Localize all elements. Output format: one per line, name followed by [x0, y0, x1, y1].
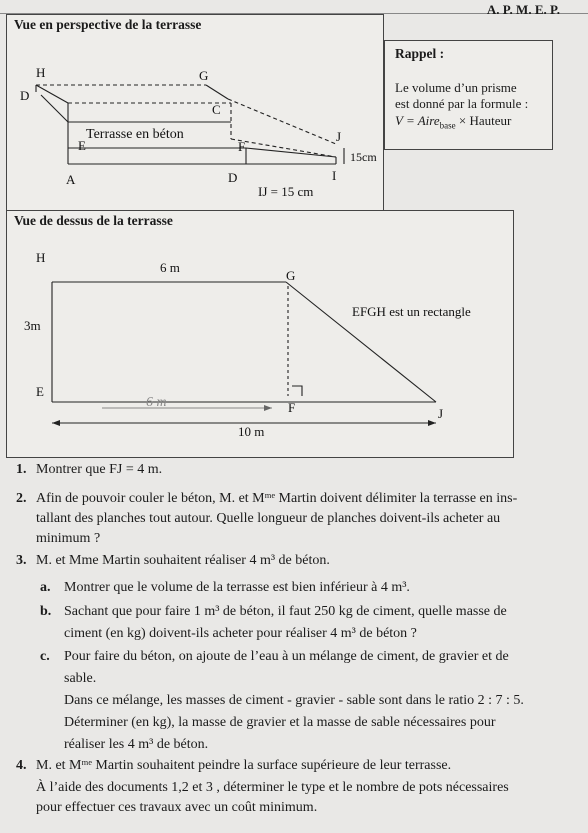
perspective-diagram: [6, 14, 384, 220]
label-e: E: [78, 138, 86, 153]
question-text-line: réaliser les 4 m³ de béton.: [64, 737, 209, 752]
question-number: a.: [40, 580, 51, 595]
question-text-line: Dans ce mélange, les masses de ciment - gravier - sable sont dans le ratio 2 : 7 : 5.: [64, 693, 524, 708]
terrace-label: Terrasse en béton: [86, 127, 184, 142]
label-f: F: [238, 139, 246, 154]
question-text-line: tallant des planches tout autour. Quelle longueur de planches doivent-ils acheter au: [36, 511, 501, 526]
question-text-line: À l’aide des documents 1,2 et 3 , déterminer le type et le nombre de pots nécessaires: [36, 780, 509, 795]
top-label-j: J: [438, 406, 444, 421]
question-number: 1.: [16, 462, 27, 477]
question-text-line: Pour faire du béton, on ajoute de l’eau à un mélange de ciment, de gravier et de: [64, 649, 509, 664]
formula-v: V = Aire: [395, 113, 440, 128]
formula-sub: base: [439, 120, 456, 131]
rappel-line-2: est donné par la formule :: [395, 96, 529, 111]
top-note: EFGH est un rectangle: [352, 304, 471, 319]
question-number: c.: [40, 649, 50, 664]
question-text-line: pour effectuer ces travaux avec un coût minimum.: [36, 800, 318, 815]
question-number: 4.: [16, 758, 27, 773]
top-dim-10m: 10 m: [238, 424, 265, 439]
label-a: A: [66, 172, 76, 187]
perspective-title: Vue en perspective de la terrasse: [14, 17, 202, 32]
top-label-f: F: [288, 400, 296, 415]
ij-label: IJ = 15 cm: [258, 184, 314, 199]
question-text-line: sable.: [64, 671, 97, 686]
top-dim-6m: 6 m: [160, 260, 180, 275]
rappel-line-1: Le volume d’un prisme: [395, 80, 517, 95]
top-label-g: G: [286, 268, 296, 283]
question-text-line: minimum ?: [36, 531, 101, 546]
label-d-bottom: D: [228, 170, 238, 185]
top-view-diagram: [6, 210, 514, 458]
height-label: 15cm: [350, 150, 377, 164]
question-text-line: Afin de pouvoir couler le béton, M. et Mᵐᵉ Martin doivent délimiter la terrasse en ins-: [36, 491, 518, 506]
formula-rest: × Hauteur: [455, 113, 512, 128]
question-text-line: Déterminer (en kg), la masse de gravier et la masse de sable nécessaires pour: [64, 715, 496, 730]
label-h: H: [36, 65, 46, 80]
question-number: 3.: [16, 553, 27, 568]
label-j: J: [336, 129, 342, 144]
label-c: C: [212, 102, 221, 117]
top-dim-3m: 3m: [24, 318, 41, 333]
question-text-line: Montrer que le volume de la terrasse est bien inférieur à 4 m³.: [64, 580, 410, 595]
question-number: b.: [40, 604, 52, 619]
question-text-line: M. et Mᵐᵉ Martin souhaitent peindre la surface supérieure de leur terrasse.: [36, 758, 452, 773]
rappel-formula: [395, 113, 511, 131]
rappel-title: Rappel :: [395, 46, 445, 61]
label-d: D: [20, 88, 30, 103]
header-label: A. P. M. E. P.: [486, 2, 560, 17]
top-label-h: H: [36, 250, 46, 265]
question-text-line: Montrer que FJ = 4 m.: [36, 462, 163, 477]
question-number: 2.: [16, 491, 27, 506]
question-text-line: ciment (en kg) doivent-ils acheter pour réaliser 4 m³ de béton ?: [64, 626, 417, 641]
label-g: G: [199, 68, 209, 83]
question-text-line: Sachant que pour faire 1 m³ de béton, il faut 250 kg de ciment, quelle masse de: [64, 604, 507, 619]
question-text-line: M. et Mme Martin souhaitent réaliser 4 m³ de béton.: [36, 553, 330, 568]
top-label-e: E: [36, 384, 44, 399]
top-view-title: Vue de dessus de la terrasse: [14, 213, 173, 228]
top-dim-handwritten: 6 m: [146, 395, 167, 410]
label-i: I: [332, 168, 337, 183]
